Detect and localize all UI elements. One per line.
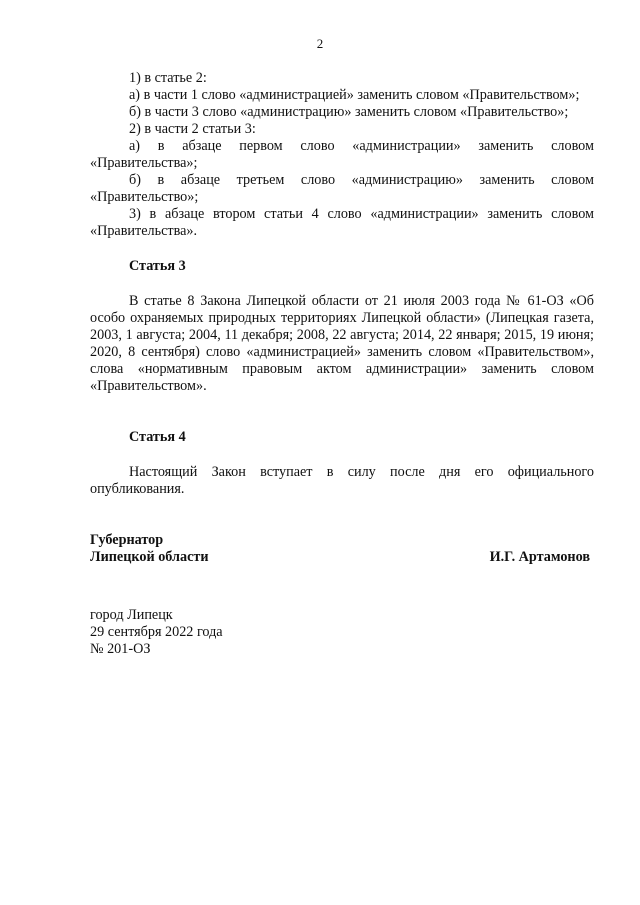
list-item-1a: а) в части 1 слово «администрацией» заменить словом «Правительством»; <box>129 87 580 103</box>
signatory-title-line-2: Липецкой области <box>90 549 209 565</box>
law-date: 29 сентября 2022 года <box>90 624 223 640</box>
signatory-name: И.Г. Артамонов <box>489 549 590 565</box>
list-item-3: 3) в абзаце втором статьи 4 слово «администрации» заменить словом «Правительства». <box>90 206 594 239</box>
list-item-1b: б) в части 3 слово «администрацию» заменить словом «Правительство»; <box>129 104 569 120</box>
signature-block <box>90 532 594 566</box>
list-item-2b: б) в абзаце третьем слово «администрацию» заменить словом «Правительство»; <box>90 172 594 205</box>
city: город Липецк <box>90 607 173 623</box>
document-body <box>90 70 594 658</box>
page-number: 2 <box>316 36 324 51</box>
article-4-text: Настоящий Закон вступает в силу после дня его официального опубликования. <box>90 464 594 497</box>
signatory-title <box>90 532 209 566</box>
article-3-heading: Статья 3 <box>129 258 186 274</box>
list-item-1: 1) в статье 2: <box>129 70 207 86</box>
law-number: № 201-ОЗ <box>90 641 151 657</box>
list-item-2a: а) в абзаце первом слово «администрации» заменить словом «Правительства»; <box>90 138 594 171</box>
list-item-2: 2) в части 2 статьи 3: <box>129 121 256 137</box>
article-4-heading: Статья 4 <box>129 429 186 445</box>
article-3-text: В статье 8 Закона Липецкой области от 21 июля 2003 года № 61-ОЗ «Об особо охраняемых природных территориях Липецкой области» (Липецкая газета, 2003, 1 августа; 2004, 11 декабря; 2008, 22 августа; 2014, 22 января; 2015, 19 июня; 2020, 8 сентября) слово «администрацией» заменить словом «Правительством», слова «нормативным правовым актом администрации» заменить словом «Правительством». <box>90 293 594 394</box>
signatory-title-line-1: Губернатор <box>90 532 164 548</box>
